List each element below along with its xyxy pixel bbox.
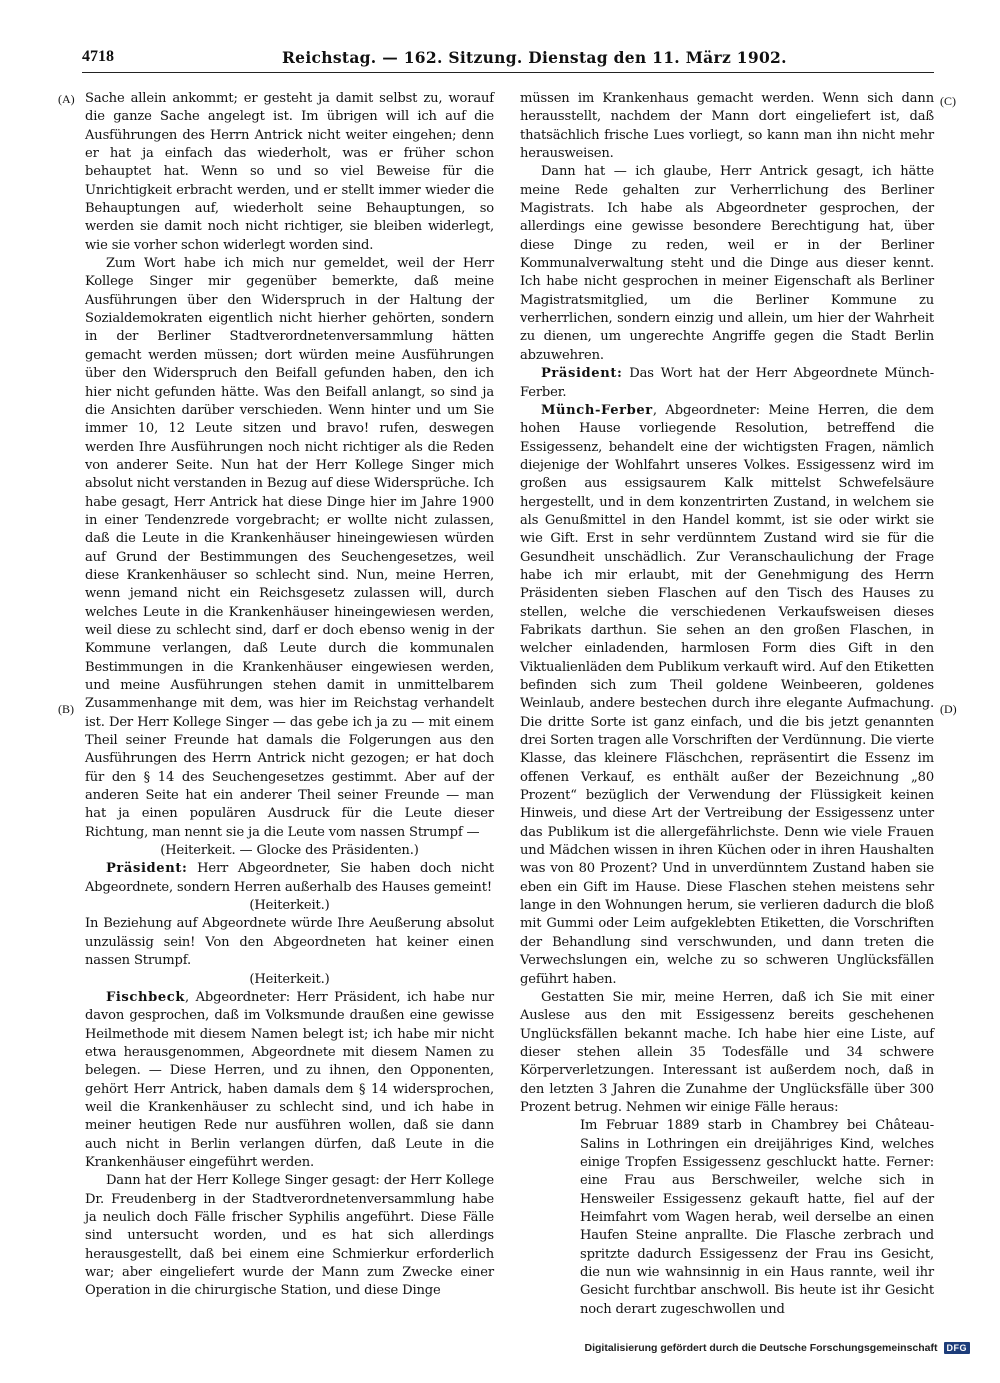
speech-text: Herr Abgeordneter, Sie haben doch nicht Abgeordnete, sondern Herren außerhalb des Hauses gemeint! bbox=[85, 861, 494, 895]
digitization-credit bbox=[585, 1342, 970, 1354]
speech-fischbeck bbox=[85, 989, 494, 1172]
quoted-cases: Im Februar 1889 starb in Chambrey bei Château-Salins in Lothringen ein dreijähriges Kind, welches einige Tropfen Essigessenz geschluckt hatte. Ferner: eine Frau aus Berschweiler, welche sich in Hensweiler Essigessenz gekauft hatte, fiel auf der Heimfahrt vom Wagen herab, weil derselbe an einen Haufen Steine anprallte. Die Flasche zerbrach und spritzte dadurch Essigessenz der Frau ins Gesicht, die nun wie wahnsinnig in ein Haus rannte, weil ihr Gesicht furchtbar anschwoll. Bis heute ist ihr Gesicht noch derart zugeschwollen und bbox=[580, 1118, 934, 1317]
page-number: 4718 bbox=[82, 48, 114, 65]
paragraph: Zum Wort habe ich mich nur gemeldet, weil der Herr Kollege Singer mir gegenüber bemerkte, daß meine Ausführungen über den Widerspruch in der Haltung der Sozialdemokraten eigentlich nicht hierher gehörten, sondern in der Berliner Stadtverordnetenversammlung hätten gemacht werden müssen; dort würden meine Ausführungen über den Widerspruch den Beifall gefunden haben, den ich hier nicht gefunden hätte. Was den Beifall anlangt, so sind ja die Ansichten darüber verschieden. Wenn hinter und um Sie immer 10, 12 Leute sitzen und bravo! rufen, deswegen werden Ihre Ausführungen noch nicht richtiger als die Reden von anderer Seite. Nun hat der Herr Kollege Singer mich absolut nicht verstanden in Bezug auf diese Widersprüche. Ich habe gesagt, Herr Antrick hat diese Dinge hier im Jahre 1900 in einer Tendenzrede vorgebracht; er wollte nicht zulassen, daß die Leute in die Krankenhäuser hineingewiesen würden auf Grund der Bestimmungen des Seuchengesetzes, weil diese Krankenhäuser so schlecht sind. Nun, meine Herren, wenn jemand nicht ein Reichsgesetz zulassen will, durch welches Leute in die Krankenhäuser hineingewiesen werden, weil diese zu schlecht sind, darf er doch ebenso wenig in der Kommune verlangen, daß Leute durch die kommunalen Bestimmungen in die Krankenhäuser eingewiesen werden, und meine Ausführungen stehen damit in unmittelbarem Zusammenhange mit dem, was hier im Reichstag verhandelt ist. Der Herr Kollege Singer — das gebe ich ja zu — mit einem Theil seiner Freunde hat damals die Folgerungen aus den Ausführungen des Herrn Antrick nicht gezogen; er hat doch für den § 14 des Seuchengesetzes gestimmt. Aber auf der anderen Seite hat ein anderer Theil seiner Freunde — man hat ja einen populären Ausdruck für die Leute dieser Richtung, man nennt sie ja die Leute vom nassen Strumpf — bbox=[85, 256, 494, 840]
speaker-name: Münch-Ferber bbox=[540, 402, 653, 418]
credit-text: Digitalisierung gefördert durch die Deutsche Forschungsgemeinschaft bbox=[584, 1342, 938, 1354]
dfg-logo: DFG bbox=[944, 1342, 971, 1354]
margin-mark-d: (D) bbox=[940, 702, 957, 716]
speech-text: , Abgeordneter: Meine Herren, die dem hohen Hause vorliegende Resolution, betreffend die Essigessenz, behandelt eine der wichtigsten Fragen, nämlich diejenige der Wohlfahrt unseres Volkes. Essigessenz wird im großen aus essigsaurem Kalk mittelst Schwefelsäure hergestellt, und in dem konzentrirten Zustand, in welchem sie als Genußmittel in den Handel kommt, ist sie oder wirkt sie wie Gift. Erst in sehr verdünntem Zustand wird sie für die Gesundheit unschädlich. Zur Veranschaulichung der Frage habe ich mir erlaubt, mit der Genehmigung des Herrn Präsidenten sieben Flaschen auf den Tisch des Hauses zu stellen, welche die verschiedenen Verkaufsweisen dieses Fabrikats darthun. Sie sehen an den großen Flaschen, in welcher einladenden, harmlosen Form dies Gift in den Viktualienläden dem Publikum verkauft wird. Auf den Etiketten befinden sich zum Theil goldene Weinbeeren, goldenes Weinlaub, andere bestechen durch ihre elegante Aufmachung. Die dritte Sorte ist ganz einfach, und die bis jetzt genannten drei Sorten tragen alle Vorschriften der Verdünnung. Die vierte Klasse, das kleinere Fläschchen, repräsentirt die Essenz im offenen Verkauf, es enthält außer der Bezeichnung „80 Prozent“ bezüglich der Verwendung der Flüssigkeit keinen Hinweis, und diese Art der Vertreibung der Essigessenz unter das Publikum ist die allergefährlichste. Denn wie viele Frauen und Mädchen wissen in ihren Küchen oder in ihren Haushalten was von 80 Prozent? Und in unverdünntem Zustand haben sie eben ein Gift im Hause. Diese Flaschen stehen meistens sehr lange in den Wohnungen herum, sie verlieren dadurch die bloß mit Gummi oder Leim aufgeklebten Etiketten, die Vorschriften der Behandlung sind verschwunden, und dann treten die Verwechslungen ein, welche zu so schweren Unglücksfällen geführt haben. bbox=[520, 402, 934, 987]
paragraph: In Beziehung auf Abgeordnete würde Ihre Aeußerung absolut unzulässig sein! Von den Abgeordneten hat keiner einen nassen Strumpf. bbox=[85, 916, 494, 969]
paragraph: Dann hat — ich glaube, Herr Antrick gesagt, ich hätte meine Rede gehalten zur Verherrlichung des Berliner Magistrats. Ich habe als Abgeordneter gesprochen, der allerdings eine gewisse besondere Berechtigung hat, über diese Dinge zu reden, weil er in der Berliner Kommunalverwaltung steht und die Dinge aus dieser kennt. Ich habe nicht gesprochen in meiner Eigenschaft als Berliner Magistratsmitglied, um die Berliner Kommune zu verherrlichen, sondern einzig und allein, um hier der Wahrheit zu dienen, um ungerechte Angriffe gegen die Stadt Berlin abzuwehren. bbox=[520, 164, 934, 363]
speaker-name: Präsident: bbox=[105, 861, 188, 877]
speech-praesident bbox=[520, 365, 934, 402]
left-column bbox=[85, 90, 494, 1301]
running-title: Reichstag. — 162. Sitzung. Dienstag den 11. März 1902. bbox=[282, 48, 787, 67]
margin-mark-a: (A) bbox=[58, 92, 75, 106]
speech-text: Das Wort hat der Herr Abgeordnete Münch-Ferber. bbox=[520, 366, 934, 400]
speaker-name: Fischbeck bbox=[105, 989, 186, 1005]
paragraph: Dann hat der Herr Kollege Singer gesagt: der Herr Kollege Dr. Freudenberg in der Stadtverordnetenversammlung habe ja neulich doch Fälle frischer Syphilis angeführt. Diese Fälle sind untersucht worden, und es hat sich allerdings herausgestellt, daß bei einem eine Schmierkur erforderlich war; aber eingeliefert wurde der Mann zum Zwecke einer Operation in die chirurgische Station, und diese Dinge bbox=[85, 1173, 494, 1299]
paragraph: müssen im Krankenhaus gemacht werden. Wenn sich dann herausstellt, nachdem der Mann dort eingeliefert ist, daß thatsächlich frische Lues vorliegt, so kann man ihn nicht mehr herausweisen. bbox=[520, 91, 934, 162]
speech-text: , Abgeordneter: Herr Präsident, ich habe nur davon gesprochen, daß im Volksmunde draußen eine gewisse Heilmethode mit diesem Namen belegt ist; ich habe mir nicht etwa herausgenommen, Abgeordnete mit diesem Namen zu belegen. — Diese Herren, und zu ihnen, den Opponenten, gehört Herr Antrick, haben damals dem § 14 widersprochen, weil die Krankenhäuser zu schlecht sind, und ich habe in meiner heutigen Rede nur ausführen wollen, daß sie dann auch nicht in Berlin verlangen dürfen, daß Leute in die Krankenhäuser eingeführt werden. bbox=[85, 989, 494, 1170]
right-column bbox=[520, 90, 934, 1319]
margin-mark-b: (B) bbox=[58, 702, 74, 716]
margin-mark-c: (C) bbox=[940, 94, 956, 108]
speech-muench-ferber bbox=[520, 402, 934, 989]
stage-direction: (Heiterkeit. — Glocke des Präsidenten.) bbox=[160, 843, 419, 859]
stage-direction: (Heiterkeit.) bbox=[249, 971, 330, 987]
speech-praesident bbox=[85, 860, 494, 897]
paragraph: Gestatten Sie mir, meine Herren, daß ich Sie mit einer Auslese aus den mit Essigessenz bereits geschehenen Unglücksfällen bekannt mache. Ich habe hier eine Liste, auf dieser stehen allein 35 Todesfälle und 34 schwere Körperverletzungen. Interessant ist außerdem noch, daß in den letzten 3 Jahren die Zunahme der Unglücksfälle über 300 Prozent betrug. Nehmen wir einige Fälle heraus: bbox=[520, 989, 934, 1115]
speaker-name: Präsident: bbox=[540, 366, 623, 382]
paragraph: Sache allein ankommt; er gesteht ja damit selbst zu, worauf die ganze Sache angelegt ist. Im übrigen will ich auf die Ausführungen des Herrn Antrick nicht weiter eingehen; denn er hat ja einfach das wiederholt, was er früher schon behauptet hat. Wenn so und so viel Beweise für die Unrichtigkeit erbracht werden, und er stellt immer wieder die Behauptungen auf, wiederholt seine Behauptungen, so werden sie damit noch nicht richtiger, sie bleiben widerlegt, wie sie vorher schon widerlegt worden sind. bbox=[85, 91, 494, 253]
page-header bbox=[82, 46, 934, 73]
stage-direction: (Heiterkeit.) bbox=[249, 898, 330, 914]
